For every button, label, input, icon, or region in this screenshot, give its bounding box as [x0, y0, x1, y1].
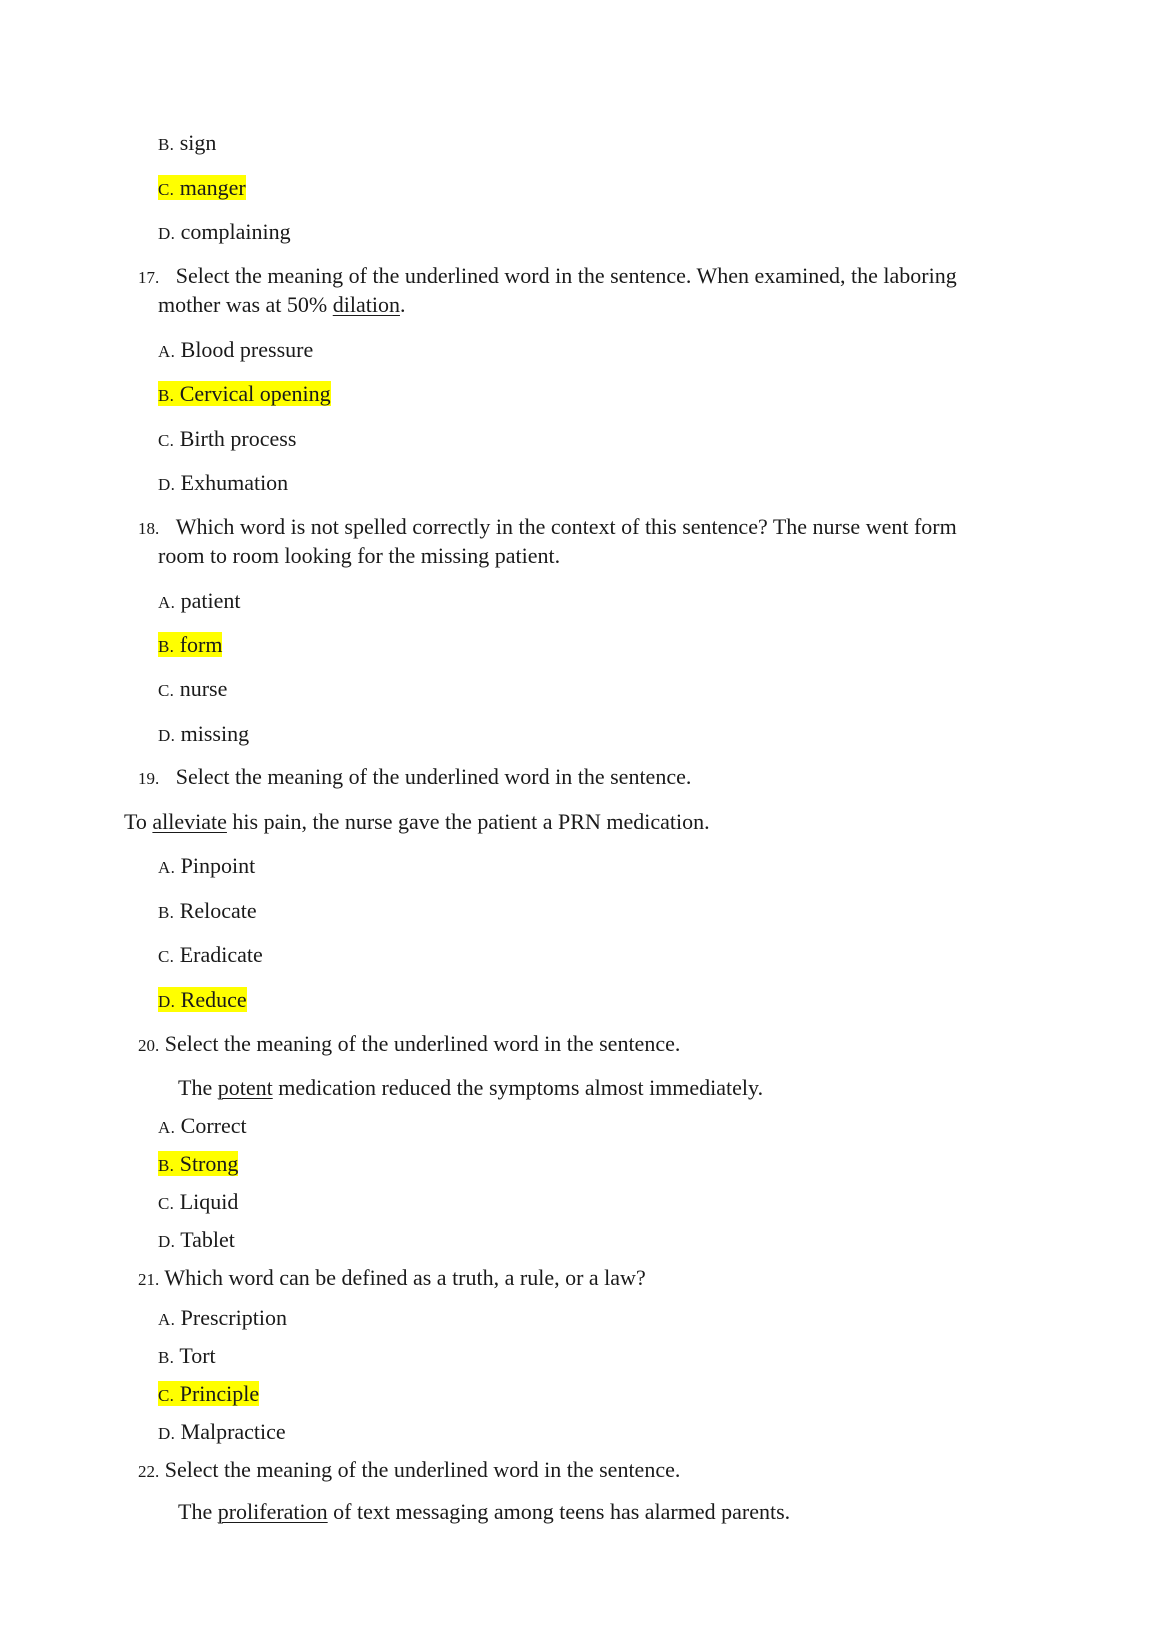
q21-option-b: B. Tort	[158, 1343, 216, 1368]
q16-option-c-correct: C. manger	[158, 175, 246, 200]
q16-option-d: D. complaining	[158, 219, 291, 244]
q18-option-d: D. missing	[158, 721, 250, 746]
q16-option-b: B. sign	[158, 130, 217, 155]
q19-option-d-correct: D. Reduce	[158, 987, 247, 1012]
q18-option-c: C. nurse	[158, 676, 228, 701]
q20-option-b-correct: B. Strong	[158, 1151, 239, 1176]
q20-stem: 20. Select the meaning of the underlined word in the sentence.	[138, 1031, 681, 1056]
q17-option-b-correct: B. Cervical opening	[158, 381, 331, 406]
q17-stem-line1: 17. Select the meaning of the underlined word in the sentence. When examined, the laboring	[138, 263, 957, 288]
q21-stem: 21. Which word can be defined as a truth, a rule, or a law?	[138, 1265, 646, 1290]
q17-option-a: A. Blood pressure	[158, 337, 314, 362]
q19-option-b: B. Relocate	[158, 898, 257, 923]
q18-option-b-correct: B. form	[158, 632, 223, 657]
q20-option-a: A. Correct	[158, 1113, 247, 1138]
q22-sentence: The proliferation of text messaging among teens has alarmed parents.	[178, 1499, 791, 1524]
q19-underlined-word: alleviate	[152, 809, 227, 834]
q17-stem-line2: mother was at 50% dilation.	[158, 292, 406, 317]
q19-option-c: C. Eradicate	[158, 942, 263, 967]
q19-sentence: To alleviate his pain, the nurse gave the patient a PRN medication.	[124, 809, 710, 834]
q21-option-c-correct: C. Principle	[158, 1381, 260, 1406]
q18-option-a: A. patient	[158, 588, 241, 613]
q21-option-d: D. Malpractice	[158, 1419, 286, 1444]
q18-stem-line2: room to room looking for the missing patient.	[158, 543, 561, 568]
q20-option-c: C. Liquid	[158, 1189, 239, 1214]
q17-underlined-word: dilation	[332, 292, 400, 317]
q22-stem: 22. Select the meaning of the underlined word in the sentence.	[138, 1457, 681, 1482]
q17-option-d: D. Exhumation	[158, 470, 289, 495]
q21-option-a: A. Prescription	[158, 1305, 287, 1330]
q17-option-c: C. Birth process	[158, 426, 297, 451]
q19-option-a: A. Pinpoint	[158, 853, 256, 878]
q20-option-d: D. Tablet	[158, 1227, 235, 1252]
q20-underlined-word: potent	[217, 1075, 273, 1100]
q20-sentence: The potent medication reduced the symptoms almost immediately.	[178, 1075, 764, 1100]
q22-underlined-word: proliferation	[217, 1499, 328, 1524]
q18-stem-line1: 18. Which word is not spelled correctly in the context of this sentence? The nurse went form	[138, 514, 957, 539]
q19-stem: 19. Select the meaning of the underlined word in the sentence.	[138, 764, 692, 789]
